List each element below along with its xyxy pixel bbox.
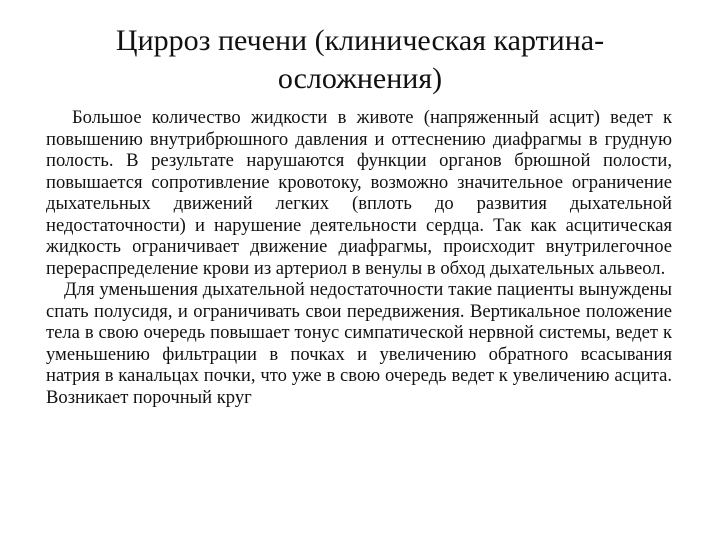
slide-body — [46, 107, 672, 408]
slide-title — [60, 22, 660, 98]
slide-title-line-2: осложнения) — [277, 62, 443, 95]
body-paragraph-2: Для уменьшения дыхательной недостаточности такие пациенты вынуждены спать полусидя, и ограничивать свои передвижения. Вертикальное положение тела в свою очередь повышает тонус симпатической нервной системы, ведет к уменьшению фильтрации в почках и увеличению обратного всасывания натрия в канальцах почки, что уже в свою очередь ведет к увеличению асцита. Возникает порочный круг — [46, 279, 672, 408]
body-paragraph-1: Большое количество жидкости в животе (напряженный асцит) ведет к повышению внутрибрюшного давления и оттеснению диафрагмы в грудную полость. В результате нарушаются функции органов брюшной полости, повышается сопротивление кровотоку, возможно значительное ограничение дыхательных движений легких (вплоть до развития дыхательной недостаточности) и нарушение деятельности сердца. Так как асцитическая жидкость ограничивает движение диафрагмы, происходит внутрилегочное перераспределение крови из артериол в венулы в обход дыхательных альвеол. — [46, 107, 672, 279]
slide-title-line-1: Цирроз печени (клиническая картина- — [115, 24, 605, 57]
